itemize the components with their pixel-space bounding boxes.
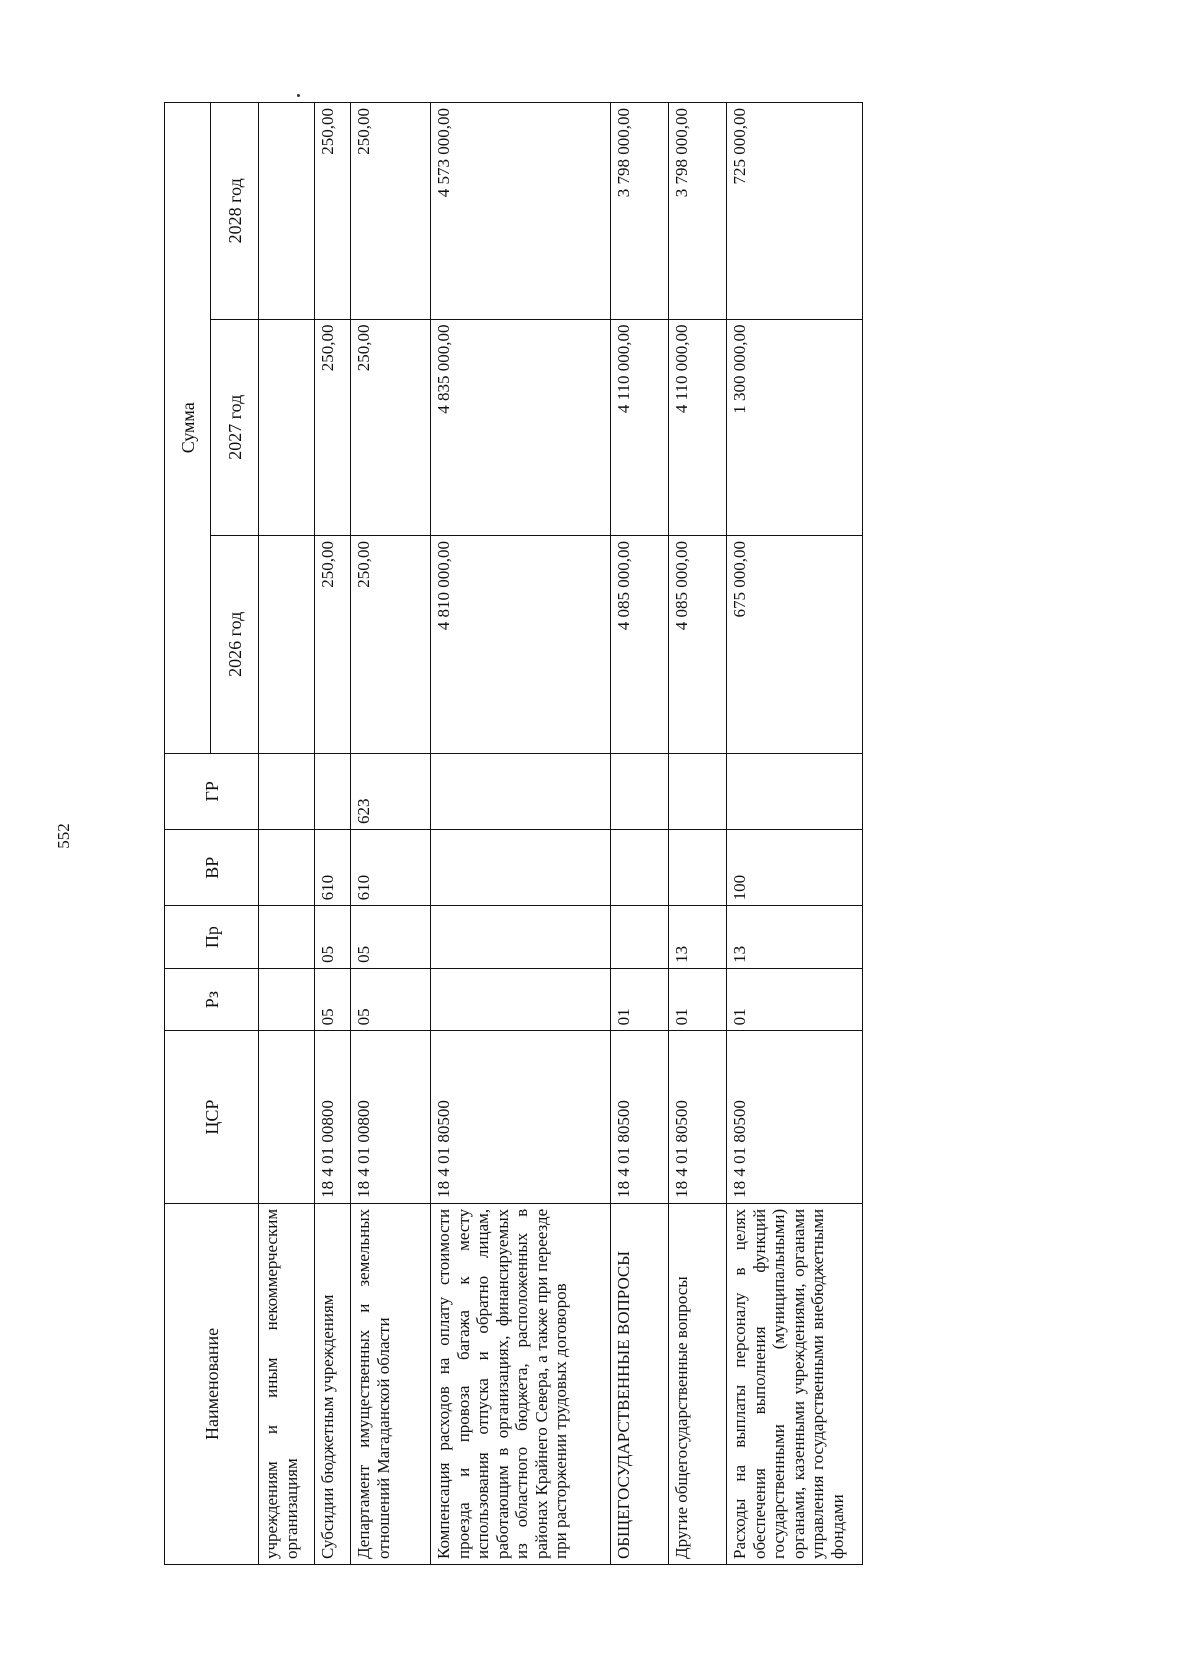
- row-name: Расходы на выплаты персоналу в целях обеспечения выполнения функций государственными (муниципальными) органами, казенными учреждениями, органами управления государственными внебюджетными фондами: [727, 1203, 863, 1564]
- row-sum-2027: 4 110 000,00: [669, 319, 727, 535]
- row-vr: [431, 829, 611, 905]
- row-gr: [259, 753, 315, 829]
- rotated-table-container: [164, 102, 1031, 1565]
- table-row: [727, 103, 863, 1565]
- header-rz: Рз: [165, 968, 259, 1031]
- row-sum-2027: 4 835 000,00: [431, 319, 611, 535]
- row-vr: [611, 829, 669, 905]
- row-sum-2026: 250,00: [351, 535, 431, 753]
- row-sum-2027: 1 300 000,00: [727, 319, 863, 535]
- row-pr: 13: [669, 906, 727, 969]
- row-rz: [431, 968, 611, 1031]
- row-rz: 05: [315, 968, 351, 1031]
- row-sum-2026: [259, 535, 315, 753]
- row-sum-2026: 4 085 000,00: [669, 535, 727, 753]
- row-sum-2026: 4 085 000,00: [611, 535, 669, 753]
- table-row: [259, 103, 315, 1565]
- scan-speck: [297, 94, 300, 97]
- row-gr: [669, 753, 727, 829]
- row-pr: [431, 906, 611, 969]
- row-name: Компенсация расходов на оплату стоимости проезда и провоза багажа к месту использования отпуска и обратно лицам, работающим в организациях, финансируемых из областного бюджета, расположенных в районах Крайнего Севера, а также при переезде при расторжении трудовых договоров: [431, 1203, 611, 1564]
- row-gr: [315, 753, 351, 829]
- row-csr: 18 4 01 00800: [315, 1031, 351, 1203]
- budget-table: [164, 102, 863, 1565]
- row-gr: [431, 753, 611, 829]
- row-rz: 01: [727, 968, 863, 1031]
- row-csr: 18 4 01 80500: [669, 1031, 727, 1203]
- header-gr: ГР: [165, 753, 259, 829]
- row-sum-2028: 250,00: [351, 103, 431, 320]
- row-pr: [611, 906, 669, 969]
- header-vr: ВР: [165, 829, 259, 905]
- table-row: [351, 103, 431, 1565]
- row-vr: 610: [315, 829, 351, 905]
- row-name: Другие общегосударственные вопросы: [669, 1203, 727, 1564]
- row-vr: 610: [351, 829, 431, 905]
- row-csr: 18 4 01 00800: [351, 1031, 431, 1203]
- header-2028: 2028 год: [211, 103, 259, 320]
- row-sum-2027: 250,00: [351, 319, 431, 535]
- row-sum-2026: 4 810 000,00: [431, 535, 611, 753]
- row-sum-2028: 250,00: [315, 103, 351, 320]
- row-name: Субсидии бюджетным учреждениям: [315, 1203, 351, 1564]
- row-sum-2028: 3 798 000,00: [669, 103, 727, 320]
- row-rz: [259, 968, 315, 1031]
- row-sum-2027: [259, 319, 315, 535]
- row-csr: 18 4 01 80500: [727, 1031, 863, 1203]
- table-row: [611, 103, 669, 1565]
- table-row: [669, 103, 727, 1565]
- header-2026: 2026 год: [211, 535, 259, 753]
- row-pr: 05: [315, 906, 351, 969]
- row-sum-2027: 4 110 000,00: [611, 319, 669, 535]
- row-sum-2028: 4 573 000,00: [431, 103, 611, 320]
- row-sum-2028: [259, 103, 315, 320]
- header-csr: ЦСР: [165, 1031, 259, 1203]
- row-sum-2028: 3 798 000,00: [611, 103, 669, 320]
- row-name: ОБЩЕГОСУДАРСТВЕННЫЕ ВОПРОСЫ: [611, 1203, 669, 1564]
- row-pr: [259, 906, 315, 969]
- row-vr: 100: [727, 829, 863, 905]
- table-body: [259, 103, 863, 1565]
- header-pr: Пр: [165, 906, 259, 969]
- row-gr: 623: [351, 753, 431, 829]
- row-gr: [611, 753, 669, 829]
- row-sum-2027: 250,00: [315, 319, 351, 535]
- row-vr: [669, 829, 727, 905]
- header-sum: Сумма: [165, 103, 211, 754]
- row-rz: 01: [611, 968, 669, 1031]
- table-row: [431, 103, 611, 1565]
- row-pr: 13: [727, 906, 863, 969]
- row-rz: 01: [669, 968, 727, 1031]
- page-number: 552: [54, 823, 73, 849]
- row-sum-2028: 725 000,00: [727, 103, 863, 320]
- header-name: Наименование: [165, 1203, 259, 1564]
- row-gr: [727, 753, 863, 829]
- row-vr: [259, 829, 315, 905]
- header-row-1: [165, 103, 211, 1565]
- row-pr: 05: [351, 906, 431, 969]
- row-rz: 05: [351, 968, 431, 1031]
- header-2027: 2027 год: [211, 319, 259, 535]
- row-sum-2026: 250,00: [315, 535, 351, 753]
- row-csr: 18 4 01 80500: [431, 1031, 611, 1203]
- table-row: [315, 103, 351, 1565]
- row-sum-2026: 675 000,00: [727, 535, 863, 753]
- row-name: Департамент имущественных и земельных отношений Магаданской области: [351, 1203, 431, 1564]
- row-name: учреждениям и иным некоммерческим организациям: [259, 1203, 315, 1564]
- row-csr: 18 4 01 80500: [611, 1031, 669, 1203]
- row-csr: [259, 1031, 315, 1203]
